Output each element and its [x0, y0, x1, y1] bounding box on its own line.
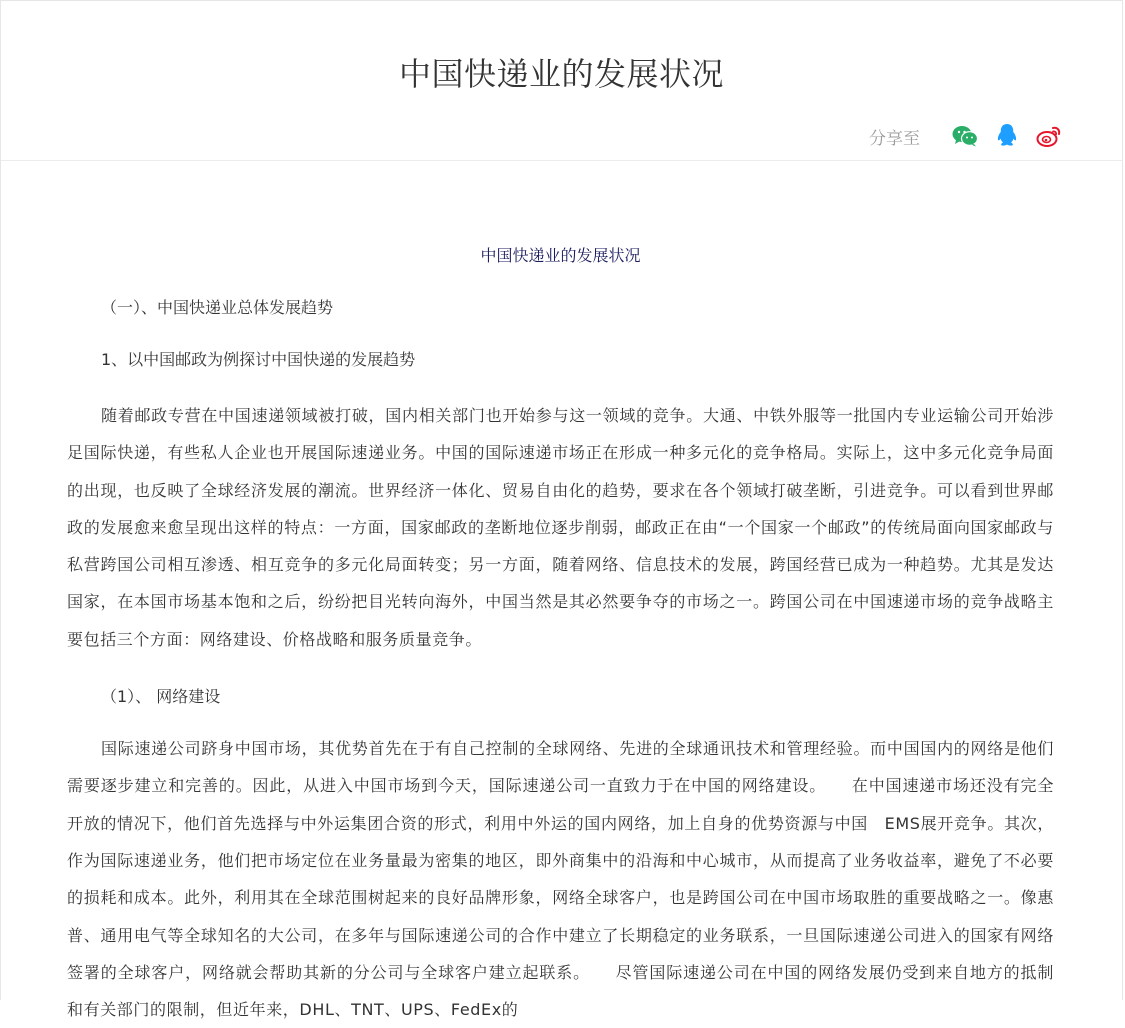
- article-heading: 中国快递业的发展状况: [480, 246, 641, 265]
- subsection-heading: （1）、 网络建设: [101, 687, 221, 707]
- weibo-icon[interactable]: [1036, 123, 1062, 149]
- paragraph: 随着邮政专营在中国速递领域被打破，国内相关部门也开始参与这一领域的竞争。大通、中铁外服等一批国内专业运输公司开始涉足国际快递，有些私人企业也开展国际速递业务。中国的国际速递市场正在形成一种多元化的竞争格局。实际上，这中多元化竞争局面的出现，也反映了全球经济发展的潮流。世界经济一体化、贸易自由化的趋势，要求在各个领域打破垄断，引进竞争。可以看到世界邮政的发展愈来愈呈现出这样的特点：一方面，国家邮政的垄断地位逐步削弱，邮政正在由“一个国家一个邮政”的传统局面向国家邮政与私营跨国公司相互渗透、相互竞争的多元化局面转变；另一方面，随着网络、信息技术的发展，跨国经营已成为一种趋势。尤其是发达国家，在本国市场基本饱和之后，纷纷把目光转向海外，中国当然是其必然要争夺的市场之一。跨国公司在中国速递市场的竞争战略主要包括三个方面：网络建设、价格战略和服务质量竞争。: [67, 406, 1054, 649]
- article-body: [1, 161, 1122, 1028]
- qq-icon[interactable]: [994, 123, 1020, 149]
- subsection-heading: 1、以中国邮政为例探讨中国快递的发展趋势: [101, 350, 416, 369]
- wechat-icon[interactable]: [952, 123, 978, 149]
- section-heading: （一）、中国快递业总体发展趋势: [101, 298, 334, 317]
- paragraph: 国际速递公司跻身中国市场，其优势首先在于有自己控制的全球网络、先进的全球通讯技术和管理经验。而中国国内的网络是他们需要逐步建立和完善的。因此，从进入中国市场到今天，国际速递公司一直致力于在中国的网络建设。 在中国速递市场还没有完全开放的情况下，他们首先选择与中外运集团合资的形式，利用中外运的国内网络，加上自身的优势资源与中国 EMS展开竞争。其次，作为国际速递业务，他们把市场定位在业务量最为密集的地区，即外商集中的沿海和中心城市，从而提高了业务收益率，避免了不必要的损耗和成本。此外，利用其在全球范围树起来的良好品牌形象，网络全球客户，也是跨国公司在中国市场取胜的重要战略之一。像惠普、通用电气等全球知名的大公司，在多年与国际速递公司的合作中建立了长期稳定的业务联系，一旦国际速递公司进入的国家有网络签署的全球客户，网络就会帮助其新的分公司与全球客户建立起联系。 尽管国际速递公司在中国的网络发展仍受到来自地方的抵制和有关部门的限制，但近年来，DHL、TNT、UPS、FedEx的: [67, 739, 1054, 1020]
- article-header: [1, 1, 1122, 161]
- share-bar: [869, 122, 1062, 150]
- share-label: 分享至: [869, 128, 920, 149]
- page-title: 中国快递业的发展状况: [398, 55, 724, 93]
